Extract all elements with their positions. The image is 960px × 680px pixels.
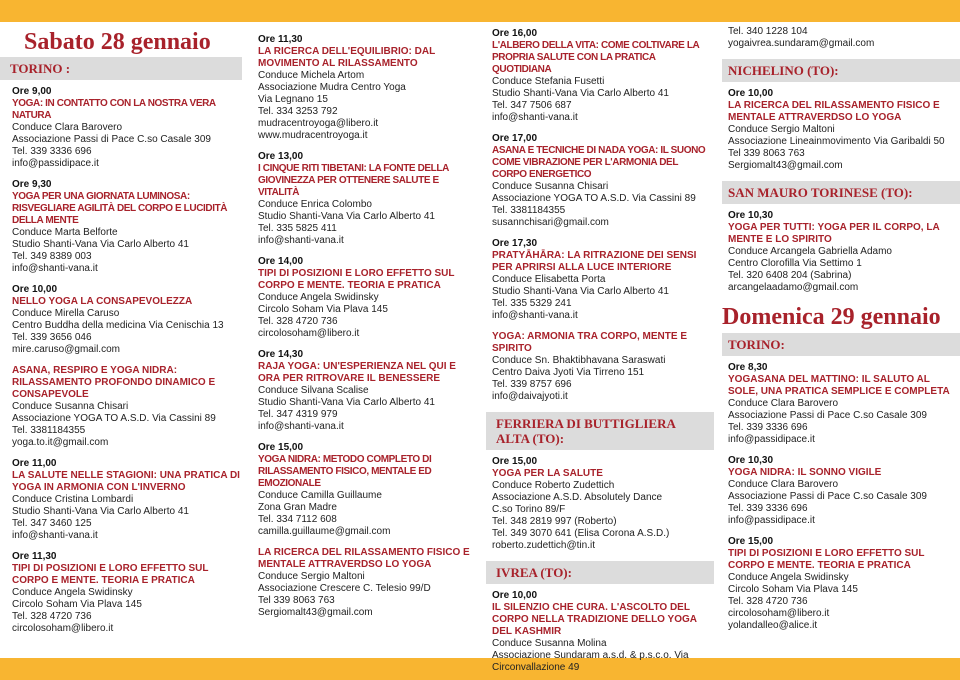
event-detail: Studio Shanti-Vana Via Carlo Alberto 41 (12, 506, 189, 517)
top-orange-band (0, 0, 960, 22)
event-title: YOGA PER LA SALUTE (492, 468, 603, 479)
day-title: Domenica 29 gennaio (722, 304, 941, 330)
event-item (492, 331, 714, 403)
event-detail: info@passidipace.it (728, 434, 815, 445)
event-detail: Tel. 348 2819 997 (Roberto) (492, 516, 617, 527)
event-detail: Conduce Clara Barovero (728, 479, 839, 490)
event-time: Ore 8,30 (728, 362, 768, 373)
event-title: LA RICERCA DEL RILASSAMENTO FISICO E MENTALE ATTRAVERDSO LO YOGA (258, 547, 470, 570)
event-item (12, 179, 242, 275)
event-detail: Sergiomalt43@gmail.com (728, 160, 843, 171)
event-detail: Tel. 334 7112 608 (258, 514, 337, 525)
event-detail: Studio Shanti-Vana Via Carlo Alberto 41 (258, 397, 435, 408)
event-item (492, 456, 714, 552)
event-item (258, 442, 474, 538)
city-header: TORINO: (722, 333, 960, 356)
event-item (728, 536, 960, 632)
bottom-orange-band (0, 658, 960, 680)
event-title: L'ALBERO DELLA VITA: COME COLTIVARE LA PROPRIA SALUTE CON LA PRATICA QUOTIDIANA (492, 40, 699, 75)
event-detail: info@shanti-vana.it (492, 112, 578, 123)
event-detail: Tel. 3381184355 (492, 205, 566, 216)
event-item (492, 133, 714, 229)
event-item (258, 349, 474, 433)
event-detail: Tel. 347 4319 979 (258, 409, 338, 420)
column-3 (486, 28, 714, 680)
event-detail: Conduce Angela Swidinsky (12, 587, 133, 598)
event-detail: Conduce Camilla Guillaume (258, 490, 382, 501)
event-detail: Conduce Mirella Caruso (12, 308, 120, 319)
event-time: Ore 14,00 (258, 256, 304, 267)
event-list (486, 590, 714, 674)
event-detail: www.mudracentroyoga.it (258, 130, 368, 141)
event-detail: Conduce Susanna Chisari (12, 401, 129, 412)
event-detail: Circolo Soham Via Plava 145 (258, 304, 388, 315)
event-title: LA RICERCA DEL RILASSAMENTO FISICO E MENTALE ATTRAVERDSO LO YOGA (728, 100, 940, 123)
event-detail: Circolo Soham Via Plava 145 (728, 584, 858, 595)
city-header: FERRIERA DI BUTTIGLIERA ALTA (TO): (486, 412, 714, 450)
event-list (722, 26, 960, 50)
event-list (722, 362, 960, 632)
event-list (722, 88, 960, 172)
event-detail: Conduce Sn. Bhaktibhavana Saraswati (492, 355, 666, 366)
event-detail: Zona Gran Madre (258, 502, 337, 513)
event-detail: Associazione Lineainmovimento Via Garibaldi 50 (728, 136, 945, 147)
event-item (258, 34, 474, 142)
event-detail: Associazione Passi di Pace C.so Casale 309 (728, 491, 927, 502)
event-detail: Conduce Sergio Maltoni (728, 124, 835, 135)
event-detail: Tel. 339 3336 696 (728, 422, 808, 433)
event-title: TIPI DI POSIZIONI E LORO EFFETTO SUL CORPO E MENTE. TEORIA E PRATICA (258, 268, 455, 291)
event-item (728, 210, 960, 294)
event-item (492, 590, 714, 674)
event-item (728, 26, 960, 50)
event-detail: Associazione YOGA TO A.S.D. Via Cassini 89 (492, 193, 696, 204)
event-title: ASANA, RESPIRO E YOGA NIDRA: RILASSAMENTO PROFONDO DINAMICO E CONSAPEVOLE (12, 365, 216, 400)
event-detail: Tel. 328 4720 736 (12, 611, 92, 622)
city-header: SAN MAURO TORINESE (TO): (722, 181, 960, 204)
event-time: Ore 17,30 (492, 238, 538, 249)
event-detail: Tel. 349 8389 003 (12, 251, 92, 262)
event-time: Ore 11,30 (12, 551, 57, 562)
event-detail: Tel. 340 1228 104 (728, 26, 808, 37)
event-time: Ore 10,00 (12, 284, 58, 295)
event-detail: info@shanti-vana.it (258, 235, 344, 246)
event-detail: Via Legnano 15 (258, 94, 328, 105)
event-detail: info@shanti-vana.it (492, 310, 578, 321)
event-detail: info@passidipace.it (728, 515, 815, 526)
event-detail: circolosoham@libero.it (728, 608, 830, 619)
event-detail: Associazione Crescere C. Telesio 99/D (258, 583, 431, 594)
event-item (12, 284, 242, 356)
event-detail: info@daivajyoti.it (492, 391, 568, 402)
event-title: IL SILENZIO CHE CURA. L'ASCOLTO DEL CORPO NELLA TRADIZIONE DELLO YOGA DEL KASHMIR (492, 602, 697, 637)
column-4 (722, 26, 960, 641)
event-detail: Conduce Marta Belforte (12, 227, 118, 238)
event-item (258, 547, 474, 619)
event-detail: Tel. 320 6408 204 (Sabrina) (728, 270, 852, 281)
event-list (722, 210, 960, 294)
event-title: YOGA NIDRA: METODO COMPLETO DI RILASSAMENTO FISICO, MENTALE ED EMOZIONALE (258, 454, 432, 489)
event-title: YOGASANA DEL MATTINO: IL SALUTO AL SOLE, UNA PRATICA SEMPLICE E COMPLETA (728, 374, 950, 397)
event-detail: Tel. 335 5329 241 (492, 298, 572, 309)
event-detail: yoga.to.it@gmail.com (12, 437, 109, 448)
event-detail: arcangelaadamo@gmail.com (728, 282, 859, 293)
event-detail: Tel 339 8063 763 (258, 595, 335, 606)
event-title: RAJA YOGA: UN'ESPERIENZA NEL QUI E ORA PER RITROVARE IL BENESSERE (258, 361, 456, 384)
event-detail: Associazione YOGA TO A.S.D. Via Cassini 89 (12, 413, 216, 424)
event-title: I CINQUE RITI TIBETANI: LA FONTE DELLA GIOVINEZZA PER OTTENERE SALUTE E VITALITÀ (258, 163, 449, 198)
event-item (12, 365, 242, 449)
event-detail: Conduce Elisabetta Porta (492, 274, 606, 285)
event-detail: Conduce Clara Barovero (728, 398, 839, 409)
event-title: YOGA PER UNA GIORNATA LUMINOSA: RISVEGLIARE AGILITÀ DEL CORPO E LUCIDITÀ DELLA MENTE (12, 191, 228, 226)
event-detail: Conduce Silvana Scalise (258, 385, 369, 396)
event-detail: Tel. 328 4720 736 (728, 596, 808, 607)
event-detail: Associazione A.S.D. Absolutely Dance (492, 492, 663, 503)
event-detail: Associazione Passi di Pace C.so Casale 309 (728, 410, 927, 421)
event-detail: Conduce Roberto Zudettich (492, 480, 615, 491)
city-header: TORINO : (0, 57, 242, 80)
event-detail: Tel. 335 5825 411 (258, 223, 337, 234)
event-detail: circolosoham@libero.it (12, 623, 114, 634)
event-detail: Studio Shanti-Vana Via Carlo Alberto 41 (492, 286, 669, 297)
event-detail: Conduce Cristina Lombardi (12, 494, 134, 505)
event-time: Ore 10,30 (728, 210, 774, 221)
event-title: LA SALUTE NELLE STAGIONI: UNA PRATICA DI YOGA IN ARMONIA CON L'INVERNO (12, 470, 240, 493)
event-time: Ore 9,00 (12, 86, 52, 97)
event-detail: yolandalleo@alice.it (728, 620, 818, 631)
event-item (12, 458, 242, 542)
event-list (486, 456, 714, 552)
event-detail: roberto.zudettich@tin.it (492, 540, 595, 551)
event-time: Ore 16,00 (492, 28, 538, 39)
event-detail: Associazione Sundaram a.s.d. & p.s.c.o. Via Circonvallazione 49 (492, 650, 689, 673)
event-item (258, 256, 474, 340)
event-detail: Tel. 339 3656 046 (12, 332, 92, 343)
event-time: Ore 17,00 (492, 133, 538, 144)
event-time: Ore 10,00 (728, 88, 774, 99)
event-detail: Conduce Susanna Molina (492, 638, 607, 649)
event-detail: Tel. 339 8757 696 (492, 379, 572, 390)
event-time: Ore 15,00 (258, 442, 304, 453)
event-title: PRATYĀHĀRA: LA RITRAZIONE DEI SENSI PER APRIRSI ALLA LUCE INTERIORE (492, 250, 697, 273)
event-item (728, 455, 960, 527)
event-item (492, 28, 714, 124)
event-detail: Centro Clorofilla Via Settimo 1 (728, 258, 862, 269)
event-title: TIPI DI POSIZIONI E LORO EFFETTO SUL CORPO E MENTE. TEORIA E PRATICA (12, 563, 209, 586)
city-header: NICHELINO (TO): (722, 59, 960, 82)
column-1 (0, 28, 242, 644)
event-detail: info@shanti-vana.it (12, 263, 98, 274)
event-title: YOGA: IN CONTATTO CON LA NOSTRA VERA NATURA (12, 98, 216, 121)
event-detail: Conduce Susanna Chisari (492, 181, 609, 192)
event-time: Ore 10,30 (728, 455, 774, 466)
event-detail: Tel. 334 3253 792 (258, 106, 338, 117)
event-detail: Tel. 347 3460 125 (12, 518, 92, 529)
event-detail: Conduce Stefania Fusetti (492, 76, 605, 87)
event-detail: Tel. 347 7506 687 (492, 100, 572, 111)
event-detail: Conduce Clara Barovero (12, 122, 123, 133)
event-detail: Conduce Michela Artom (258, 70, 365, 81)
event-title: YOGA PER TUTTI: YOGA PER IL CORPO, LA MENTE E LO SPIRITO (728, 222, 940, 245)
event-item (12, 551, 242, 635)
event-detail: Conduce Angela Swidinsky (258, 292, 379, 303)
event-time: Ore 10,00 (492, 590, 538, 601)
event-title: NELLO YOGA LA CONSAPEVOLEZZA (12, 296, 193, 307)
event-title: LA RICERCA DELL'EQUILIBRIO: DAL MOVIMENTO AL RILASSAMENTO (258, 46, 436, 69)
event-detail: Studio Shanti-Vana Via Carlo Alberto 41 (258, 211, 435, 222)
event-detail: camilla.guillaume@gmail.com (258, 526, 391, 537)
event-time: Ore 11,00 (12, 458, 57, 469)
event-detail: Tel. 339 3336 696 (12, 146, 92, 157)
event-detail: circolosoham@libero.it (258, 328, 360, 339)
event-list (486, 28, 714, 403)
event-detail: Centro Daiva Jyoti Via Tirreno 151 (492, 367, 645, 378)
event-item (492, 238, 714, 322)
event-title: ASANA E TECNICHE DI NADA YOGA: IL SUONO COME VIBRAZIONE PER L'ARMONIA DEL CORPO ENERGETICO (492, 145, 706, 180)
event-item (728, 362, 960, 446)
day-title: Sabato 28 gennaio (24, 29, 211, 55)
event-title: TIPI DI POSIZIONI E LORO EFFETTO SUL CORPO E MENTE. TEORIA E PRATICA (728, 548, 925, 571)
event-detail: Conduce Enrica Colombo (258, 199, 372, 210)
event-detail: Associazione Mudra Centro Yoga (258, 82, 406, 93)
event-detail: Conduce Angela Swidinsky (728, 572, 849, 583)
event-detail: Studio Shanti-Vana Via Carlo Alberto 41 (12, 239, 189, 250)
event-detail: yogaivrea.sundaram@gmail.com (728, 38, 875, 49)
event-detail: Tel 339 8063 763 (728, 148, 805, 159)
event-detail: Conduce Sergio Maltoni (258, 571, 365, 582)
event-time: Ore 9,30 (12, 179, 52, 190)
event-list (252, 34, 474, 619)
event-detail: Tel. 3381184355 (12, 425, 86, 436)
event-item (12, 86, 242, 170)
event-detail: Circolo Soham Via Plava 145 (12, 599, 142, 610)
column-2 (252, 34, 474, 628)
event-detail: Centro Buddha della medicina Via Cenischia 13 (12, 320, 224, 331)
event-item (258, 151, 474, 247)
event-time: Ore 14,30 (258, 349, 304, 360)
event-detail: Associazione Passi di Pace C.so Casale 309 (12, 134, 211, 145)
event-title: YOGA NIDRA: IL SONNO VIGILE (728, 467, 882, 478)
event-detail: Conduce Arcangela Gabriella Adamo (728, 246, 892, 257)
event-detail: info@passidipace.it (12, 158, 99, 169)
event-detail: Tel. 349 3070 641 (Elisa Corona A.S.D.) (492, 528, 670, 539)
city-header: IVREA (TO): (486, 561, 714, 584)
event-time: Ore 15,00 (492, 456, 538, 467)
event-detail: Tel. 328 4720 736 (258, 316, 338, 327)
event-list (0, 86, 242, 635)
event-time: Ore 11,30 (258, 34, 303, 45)
event-time: Ore 15,00 (728, 536, 774, 547)
event-detail: info@shanti-vana.it (258, 421, 344, 432)
event-detail: susannchisari@gmail.com (492, 217, 609, 228)
event-detail: C.so Torino 89/F (492, 504, 566, 515)
event-detail: mudracentroyoga@libero.it (258, 118, 379, 129)
event-time: Ore 13,00 (258, 151, 304, 162)
event-item (728, 88, 960, 172)
event-detail: Tel. 339 3336 696 (728, 503, 808, 514)
event-detail: mire.caruso@gmail.com (12, 344, 120, 355)
event-detail: Studio Shanti-Vana Via Carlo Alberto 41 (492, 88, 669, 99)
event-detail: info@shanti-vana.it (12, 530, 98, 541)
event-title: YOGA: ARMONIA TRA CORPO, MENTE E SPIRITO (492, 331, 687, 354)
event-detail: Sergiomalt43@gmail.com (258, 607, 373, 618)
